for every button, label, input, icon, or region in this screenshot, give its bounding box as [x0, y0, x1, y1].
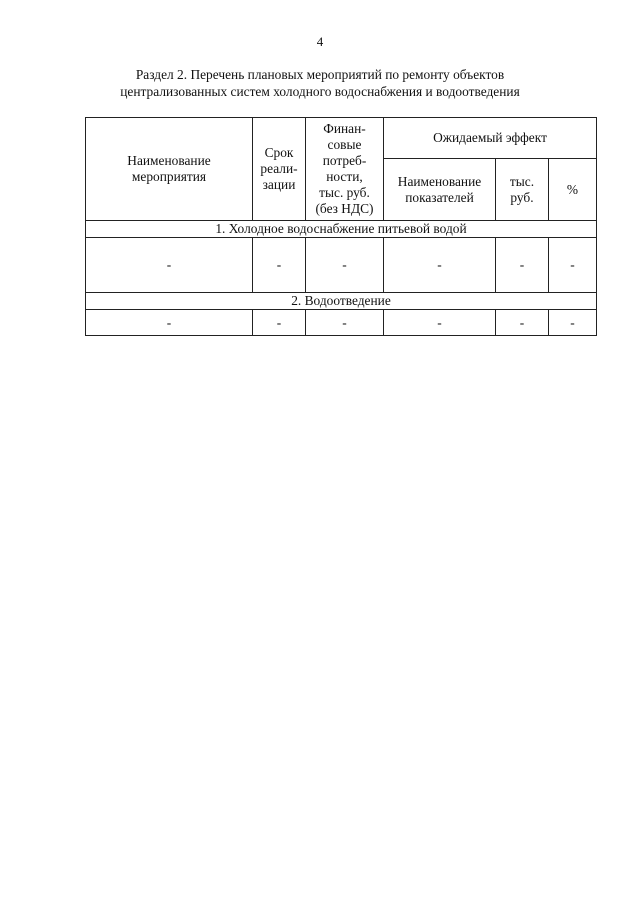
section-title-cold-water: 1. Холодное водоснабжение питьевой водой	[86, 221, 597, 238]
section-title-line-1: Раздел 2. Перечень плановых мероприятий по ремонту объектов	[135, 67, 505, 82]
cell-thousand-rub: -	[496, 238, 549, 293]
cell-finance: -	[306, 238, 384, 293]
header-expected-effect: Ожидаемый эффект	[384, 118, 597, 159]
plan-table	[85, 117, 597, 336]
cell-indicator: -	[384, 310, 496, 336]
header-event-name: Наименование мероприятия	[86, 118, 253, 221]
page-number: 4	[316, 34, 324, 49]
cell-thousand-rub: -	[496, 310, 549, 336]
cell-percent: -	[549, 238, 597, 293]
cell-percent: -	[549, 310, 597, 336]
section-title-line-2: централизованных систем холодного водоснабжения и водоотведения	[120, 84, 520, 99]
cell-event-name: -	[86, 310, 253, 336]
cell-term: -	[253, 310, 306, 336]
section-row-cold-water	[86, 221, 597, 238]
header-percent: %	[549, 159, 597, 221]
table-row	[86, 238, 597, 293]
header-indicator-name: Наименование показателей	[384, 159, 496, 221]
section-row-wastewater	[86, 293, 597, 310]
cell-event-name: -	[86, 238, 253, 293]
header-thousand-rub: тыс. руб.	[496, 159, 549, 221]
cell-term: -	[253, 238, 306, 293]
cell-finance: -	[306, 310, 384, 336]
section-title-wastewater: 2. Водоотведение	[86, 293, 597, 310]
header-finance: Финан- совые потреб- ности, тыс. руб. (без НДС)	[306, 118, 384, 221]
section-title	[60, 66, 580, 100]
cell-indicator: -	[384, 238, 496, 293]
header-term: Срок реали- зации	[253, 118, 306, 221]
header-row-1	[86, 118, 597, 159]
table-row	[86, 310, 597, 336]
